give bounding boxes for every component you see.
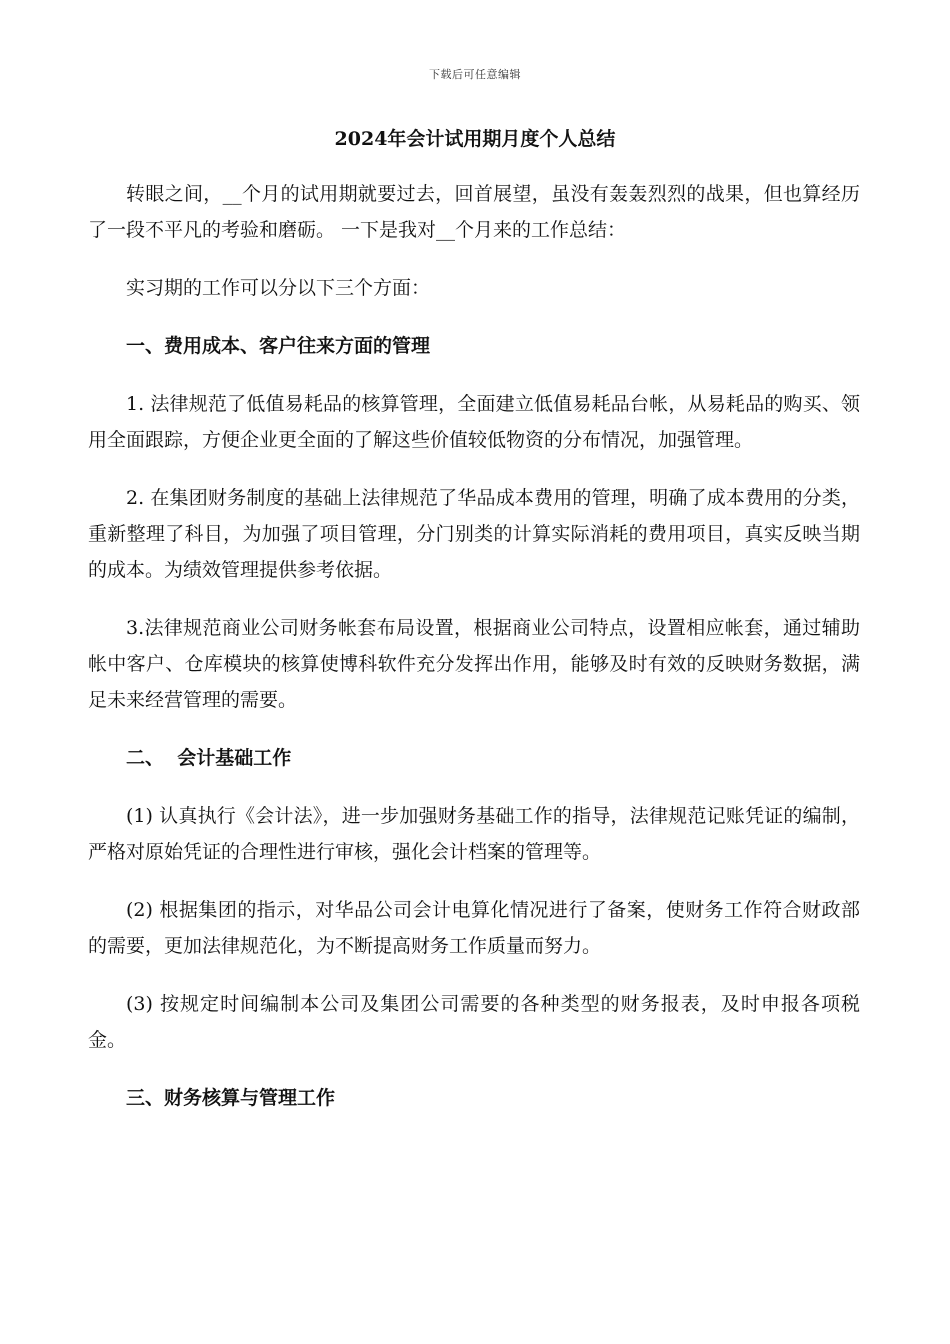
list-item: 1. 法律规范了低值易耗品的核算管理，全面建立低值易耗品台帐，从易耗品的购买、领用全面跟踪，方便企业更全面的了解这些价值较低物资的分布情况，加强管理。 [88,393,860,451]
list-item: (2) 根据集团的指示，对华品公司会计电算化情况进行了备案，使财务工作符合财政部的需要，更加法律规范化，为不断提高财务工作质量而努力。 [88,899,860,957]
section-heading: 一、费用成本、客户往来方面的管理 [126,335,431,357]
list-item: (1) 认真执行《会计法》，进一步加强财务基础工作的指导，法律规范记账凭证的编制，严格对原始凭证的合理性进行审核，强化会计档案的管理等。 [88,805,860,863]
section-heading: 二、 会计基础工作 [126,747,292,769]
list-item: (3) 按规定时间编制本公司及集团公司需要的各种类型的财务报表，及时申报各项税金。 [88,993,860,1051]
intro-paragraph: 实习期的工作可以分以下三个方面： [126,277,431,299]
intro-paragraph: 转眼之间，__个月的试用期就要过去，回首展望，虽没有轰轰烈烈的战果，但也算经历了一段不平凡的考验和磨砺。 一下是我对__个月来的工作总结： [88,183,860,241]
header-note: 下载后可任意编辑 [429,68,521,81]
section-heading: 三、财务核算与管理工作 [126,1087,336,1109]
document-body [88,176,860,1138]
list-item: 2. 在集团财务制度的基础上法律规范了华品成本费用的管理，明确了成本费用的分类，重新整理了科目，为加强了项目管理，分门别类的计算实际消耗的费用项目，真实反映当期的成本。为绩效管理提供参考依据。 [88,487,860,581]
list-item: 3.法律规范商业公司财务帐套布局设置，根据商业公司特点，设置相应帐套，通过辅助帐中客户、仓库模块的核算使博科软件充分发挥出作用，能够及时有效的反映财务数据，满足未来经营管理的需要。 [88,617,860,711]
document-title: 2024年会计试用期月度个人总结 [334,128,616,150]
